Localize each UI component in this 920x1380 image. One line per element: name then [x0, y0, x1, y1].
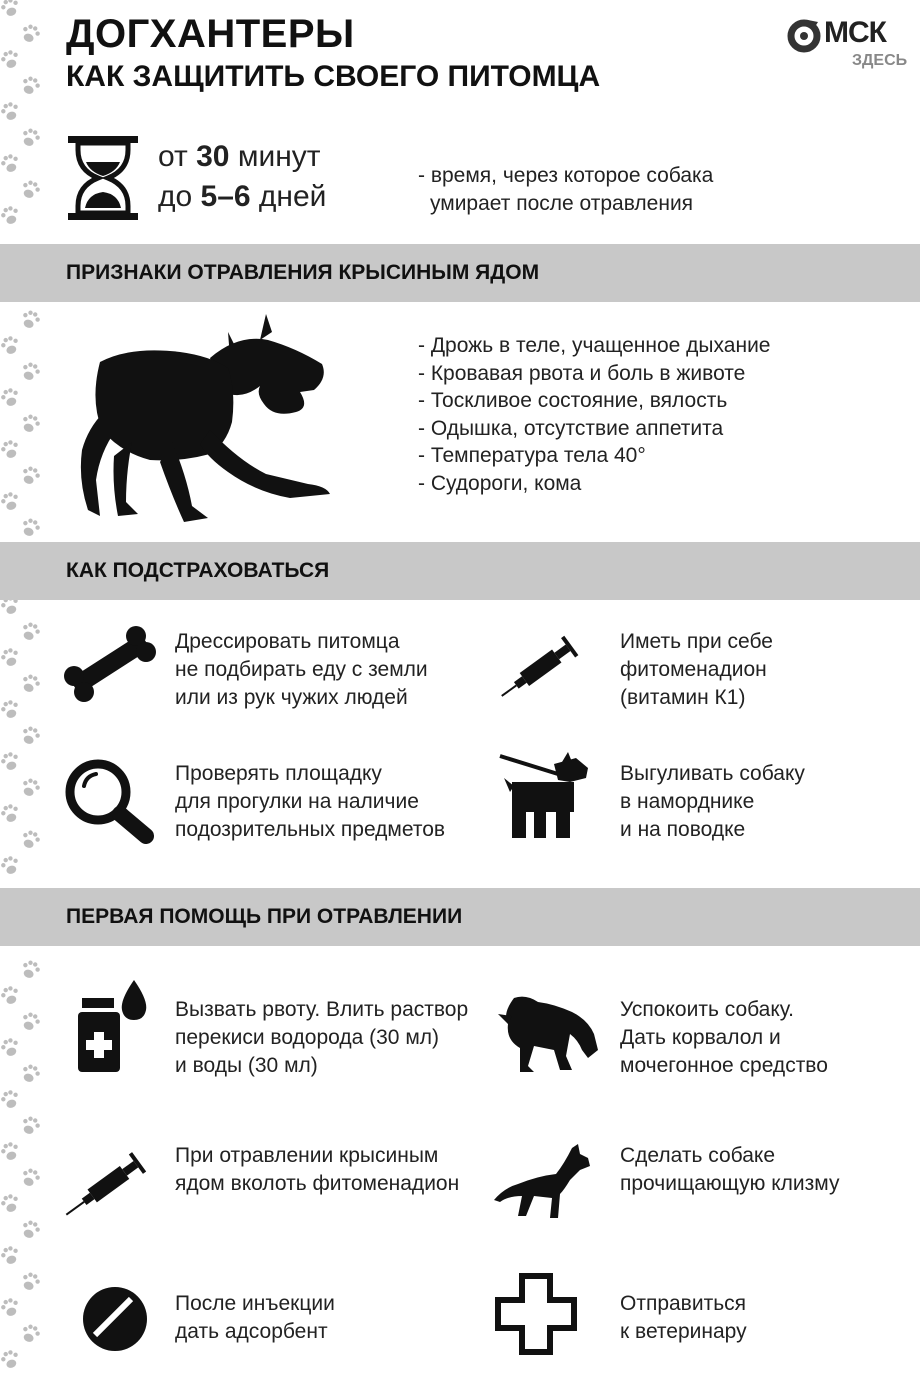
symptom-item: - Дрожь в теле, учащенное дыхание — [418, 334, 771, 357]
section-band-firstaid — [0, 888, 920, 946]
section-band-symptoms — [0, 244, 920, 302]
paw-print-icon — [20, 725, 42, 747]
paw-print-icon — [0, 490, 21, 512]
paw-print-icon — [20, 179, 42, 201]
section-band-prevention — [0, 542, 920, 600]
pill-tablet-icon — [82, 1286, 148, 1352]
magnifier-icon — [62, 756, 156, 844]
paw-print-icon — [20, 1167, 42, 1189]
page-subtitle: КАК ЗАЩИТИТЬ СВОЕГО ПИТОМЦА — [66, 60, 601, 93]
paw-print-icon — [20, 1271, 42, 1293]
paw-print-icon — [20, 829, 42, 851]
paw-print-icon — [20, 777, 42, 799]
paw-print-icon — [0, 1088, 21, 1110]
symptom-item: - Температура тела 40° — [418, 444, 646, 468]
medicine-bottle-icon — [76, 980, 150, 1074]
paw-print-icon — [0, 802, 21, 824]
prevention-muzzle-text: Выгуливать собаку в наморднике и на поводке — [620, 762, 805, 841]
paw-print-icon — [0, 984, 21, 1006]
paw-print-icon — [0, 1192, 21, 1214]
paw-print-icon — [20, 1011, 42, 1033]
paw-print-icon — [0, 1244, 21, 1266]
hourglass-icon — [66, 136, 140, 220]
paw-print-icon — [0, 334, 21, 356]
paw-print-icon — [0, 152, 21, 174]
paw-print-icon — [0, 1140, 21, 1162]
symptom-list — [418, 332, 770, 498]
firstaid-calm-text: Успокоить собаку. Дать корвалол и мочегонное средство — [620, 998, 828, 1077]
paw-print-icon — [20, 23, 42, 45]
section-title-prevention: КАК ПОДСТРАХОВАТЬСЯ — [66, 559, 330, 582]
omsk-logo — [780, 12, 910, 72]
paw-print-icon — [20, 127, 42, 149]
prevention-inspect-text: Проверять площадку для прогулки на наличие подозрительных предметов — [175, 762, 446, 841]
shepherd-dog-icon — [494, 1144, 598, 1220]
section-title-firstaid: ПЕРВАЯ ПОМОЩЬ ПРИ ОТРАВЛЕНИИ — [66, 905, 463, 928]
bone-icon — [64, 626, 156, 702]
firstaid-enema-text: Сделать собаке прочищающую клизму — [620, 1144, 840, 1195]
paw-print-icon — [0, 854, 21, 876]
paw-print-icon — [20, 309, 42, 331]
paw-print-icon — [20, 1063, 42, 1085]
sick-dog-icon — [498, 994, 602, 1074]
dog-on-leash-icon — [498, 752, 594, 844]
paw-print-icon — [20, 413, 42, 435]
paw-print-icon — [20, 75, 42, 97]
paw-print-icon — [0, 0, 21, 18]
paw-print-icon — [0, 438, 21, 460]
firstaid-vet-text: Отправиться к ветеринару — [620, 1292, 747, 1343]
paw-print-icon — [0, 100, 21, 122]
paw-print-icon — [0, 204, 21, 226]
paw-print-icon — [20, 1323, 42, 1345]
paw-print-icon — [0, 386, 21, 408]
logo-ring-icon — [786, 18, 822, 54]
paw-print-icon — [0, 1036, 21, 1058]
prevention-vitamin-text: Иметь при себе фитоменадион (витамин К1) — [620, 630, 773, 709]
time-description: - время, через которое собака умирает после отравления — [418, 164, 714, 215]
time-max: до 5–6 дней — [158, 180, 327, 213]
symptom-item: - Кровавая рвота и боль в животе — [418, 361, 746, 385]
paw-print-icon — [20, 361, 42, 383]
logo-subtext: ЗДЕСЬ — [852, 52, 908, 69]
sick-dog-silhouette-icon — [60, 312, 340, 532]
syringe-icon — [496, 628, 590, 704]
symptom-item: - Тоскливое состояние, вялость — [418, 389, 728, 413]
paw-print-icon — [0, 698, 21, 720]
logo-text: МСК — [824, 16, 886, 49]
symptom-item: - Судороги, кома — [418, 471, 582, 495]
paw-print-icon — [0, 646, 21, 668]
paw-print-icon — [20, 465, 42, 487]
paw-print-icon — [20, 621, 42, 643]
section-title-symptoms: ПРИЗНАКИ ОТРАВЛЕНИЯ КРЫСИНЫМ ЯДОМ — [66, 261, 540, 284]
time-min: от 30 минут — [158, 140, 321, 173]
injection-syringe-icon — [62, 1146, 158, 1220]
firstaid-inject-text: При отравлении крысиным ядом вколоть фитоменадион — [175, 1144, 460, 1195]
medical-cross-icon — [494, 1272, 578, 1356]
paw-print-icon — [20, 517, 42, 539]
paw-print-icon — [0, 1296, 21, 1318]
paw-print-icon — [20, 1115, 42, 1137]
page-title: ДОГХАНТЕРЫ — [66, 12, 355, 56]
symptom-item: - Одышка, отсутствие аппетита — [418, 416, 724, 440]
paw-print-icon — [20, 673, 42, 695]
paw-print-icon — [20, 959, 42, 981]
paw-print-icon — [20, 1219, 42, 1241]
paw-print-border — [0, 0, 48, 1380]
firstaid-adsorbent-text: После инъекции дать адсорбент — [175, 1292, 335, 1343]
paw-print-icon — [0, 750, 21, 772]
paw-print-icon — [0, 48, 21, 70]
firstaid-vomit-text: Вызвать рвоту. Влить раствор перекиси водорода (30 мл) и воды (30 мл) — [175, 998, 469, 1077]
prevention-train-text: Дрессировать питомца не подбирать еду с земли или из рук чужих людей — [175, 630, 428, 709]
paw-print-icon — [0, 1348, 21, 1370]
